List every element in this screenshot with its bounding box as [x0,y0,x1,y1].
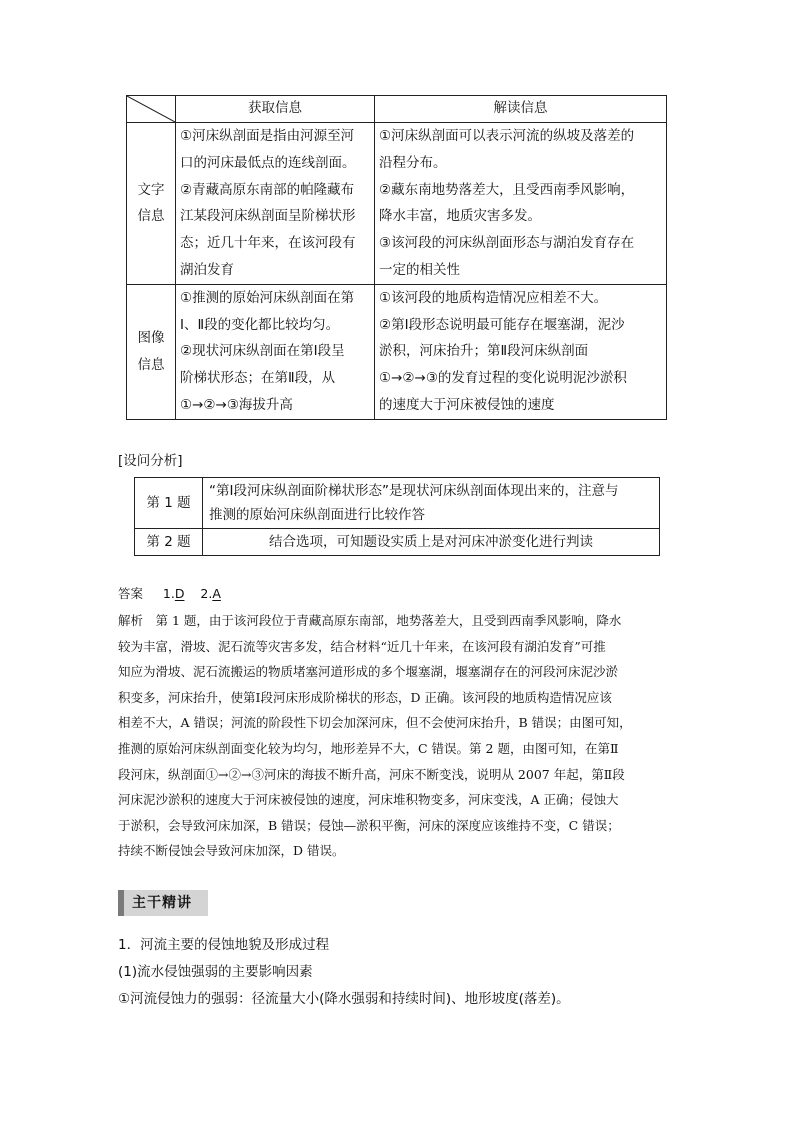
explanation-line: 段河床，纵剖面①→②→③河床的海拔不断升高，河床不断变浅，说明从 2007 年起，第Ⅱ段 [118,766,625,782]
diagonal-line-icon [127,96,175,122]
explanation-paragraph [118,608,678,864]
cell-line: 降水丰富，地质灾害多发。 [379,208,541,225]
row-label-line: 图像 [137,329,165,346]
answer-1-number: 1. [162,586,175,601]
header-acquired-info: 获取信息 [176,96,375,123]
cell-line: 一定的相关性 [379,261,460,278]
explanation-line: 解析 第 1 题，由于该河段位于青藏高原东南部，地势落差大，且受到西南季风影响，降水 [118,613,622,628]
answer-label: 答案 [118,586,144,601]
cell-line: ①河床纵剖面可以表示河流的纵坡及落差的 [379,128,635,144]
section-subheading: (1)流水侵蚀强弱的主要影响因素 [118,964,313,980]
cell-line: 淤积，河床抬升；第Ⅱ段河床纵剖面 [379,343,589,360]
row-label-line: 信息 [137,208,165,225]
cell-line: ①河床纵剖面是指由河源至河 [180,128,355,144]
answer-2-number: 2. [200,586,213,601]
row-label-text-info [127,123,176,285]
question-analysis-text [203,478,660,529]
info-table-row-image [127,284,667,419]
question-analysis-label: [设问分析] [118,453,183,469]
cell-image-acquired [176,284,375,419]
diagonal-corner-cell [127,96,176,123]
cell-line: 湖泊发育 [180,261,234,278]
cell-line: ③该河段的河床纵剖面形态与湖泊发育存在 [379,235,635,252]
qa-line: 推测的原始河床纵剖面进行比较作答 [209,507,425,523]
cell-line: ①推测的原始河床纵剖面在第 [180,289,355,306]
explanation-line: 河床泥沙淤积的速度大于河床被侵蚀的速度，河床堆积物变多，河床变浅，A 正确；侵蚀大 [118,792,619,808]
info-table [126,95,667,420]
section-banner: 主干精讲 [118,890,208,916]
row-label-line: 信息 [137,356,165,373]
cell-line: ①该河段的地质构造情况应相差不大。 [379,289,608,306]
question-analysis-table [134,477,660,556]
header-interpreted-info: 解读信息 [375,96,667,123]
answer-2-value: A [212,586,221,601]
info-table-header [127,96,667,123]
cell-line: Ⅰ、Ⅱ段的变化都比较均匀。 [180,316,340,333]
explanation-line: 积变多，河床抬升，使第Ⅰ段河床形成阶梯状的形态，D 正确。该河段的地质构造情况应该 [118,689,612,705]
cell-line: 阶梯状形态；在第Ⅱ段，从 [180,370,336,387]
cell-line: ②藏东南地势落差大，且受西南季风影响， [379,181,635,198]
info-table-row-text [127,123,667,285]
question-analysis-text: 结合选项，可知题设实质上是对河床冲淤变化进行判读 [203,529,660,556]
row-label-line: 文字 [137,181,165,198]
section-item-heading: 1．河流主要的侵蚀地貌及形成过程 [118,937,330,953]
row-label-image-info [127,284,176,419]
section-body-line: ①河流侵蚀力的强弱：径流量大小(降水强弱和持续时间)、地形坡度(落差)。 [118,991,570,1007]
cell-text-acquired [176,123,375,285]
qa-line: “第Ⅰ段河床纵剖面阶梯状形态”是现状河床纵剖面体现出来的，注意与 [209,483,619,499]
cell-line: 口的河床最低点的连线剖面。 [180,154,356,171]
cell-line: ②青藏高原东南部的帕隆藏布 [180,181,355,198]
answer-1-value: D [174,586,185,601]
explanation-line: 于淤积，会导致河床加深，B 错误；侵蚀—淤积平衡，河床的深度应该维持不变，C 错误； [118,817,620,833]
answer-line [118,584,221,602]
cell-line: ②现状河床纵剖面在第Ⅰ段呈 [180,343,345,360]
cell-line: ②第Ⅰ段形态说明最可能存在堰塞湖，泥沙 [379,316,625,333]
cell-image-interpreted [375,284,667,419]
explanation-line: 持续不断侵蚀会导致河床加深，D 错误。 [118,843,345,859]
cell-line: 江某段河床纵剖面呈阶梯状形 [180,208,356,225]
explanation-line: 相差不大，A 错误；河流的阶段性下切会加深河床，但不会使河床抬升，B 错误；由图可知， [118,715,632,731]
explanation-line: 较为丰富，滑坡、泥石流等灾害多发，结合材料“近几十年来，在该河段有湖泊发育”可推 [118,638,606,654]
explanation-line: 推测的原始河床纵剖面变化较为均匀，地形差异不大，C 错误。第 2 题，由图可知，在第Ⅱ [118,740,619,756]
cell-line: ①→②→③海拔升高 [180,396,293,413]
qa-row [135,529,660,556]
question-number: 第 2 题 [135,529,203,556]
cell-text-interpreted [375,123,667,285]
cell-line: ①→②→③的发育过程的变化说明泥沙淤积 [379,370,627,387]
cell-line: 沿程分布。 [379,154,447,171]
qa-row [135,478,660,529]
question-number: 第 1 题 [135,478,203,529]
cell-line: 态；近几十年来，在该河段有 [180,235,356,252]
cell-line: 的速度大于河床被侵蚀的速度 [379,396,555,413]
explanation-line: 知应为滑坡、泥石流搬运的物质堵塞河道形成的多个堰塞湖，堰塞湖存在的河段河床泥沙淤 [118,664,619,680]
